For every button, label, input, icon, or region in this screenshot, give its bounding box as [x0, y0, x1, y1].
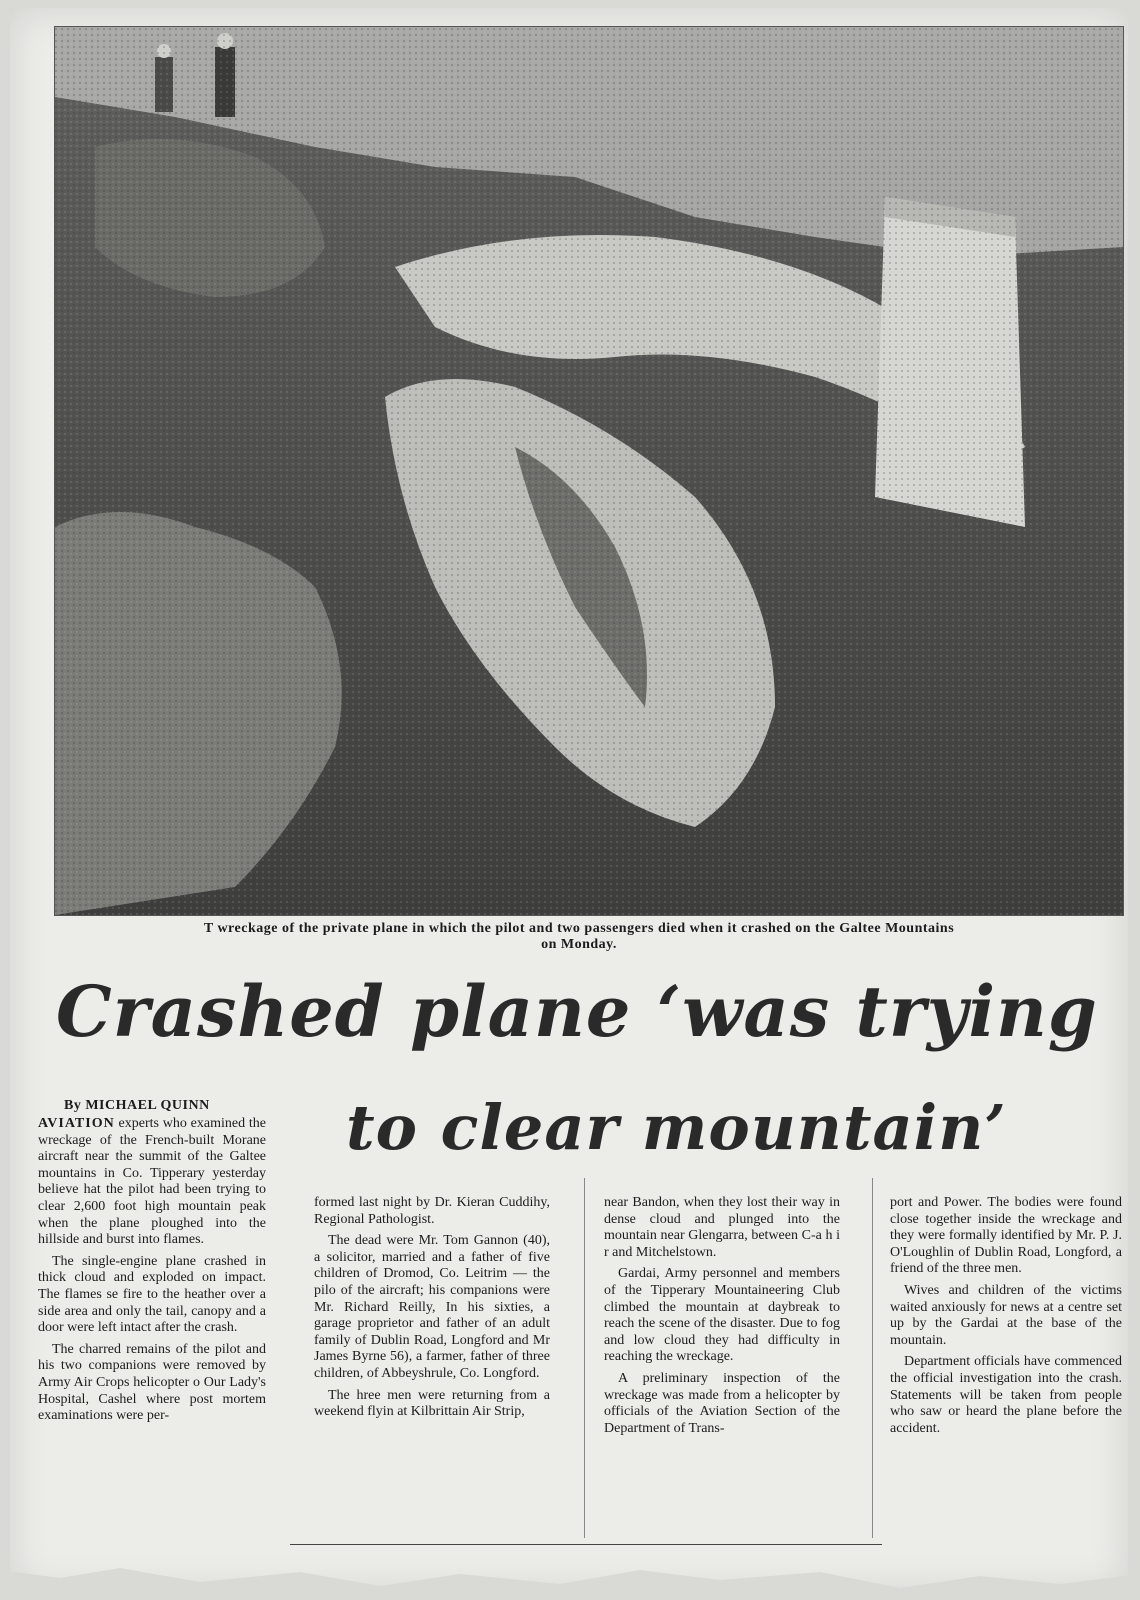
paragraph: near Bandon, when they lost their way in dense cloud and plunged into the mountain near Glengarra, between C-a h i r and Mitchelstown. [604, 1195, 840, 1260]
article-column-3 [604, 1195, 840, 1442]
paragraph: The hree men were returning from a weekend flyin at Kilbrittain Air Strip, [314, 1387, 550, 1420]
paragraph: The dead were Mr. Tom Gannon (40), a solicitor, married and a father of five children of Dromod, Co. Leitrim — the pilo of the aircraft; his companions were Mr. Richard Reilly, In his sixties, a garage proprietor and father of an adult family of Dublin Road, Longford and Mr James Byrne 56), a farmer, father of three children, of Abbeyshrule, Co. Longford. [314, 1233, 550, 1381]
paragraph: The single-engine plane crashed in thick cloud and exploded on impact. The flames se fire to the heather over a side area and only the tail, canopy and a door were left intact after the crash. [38, 1253, 266, 1336]
headline-line-1: Crashed plane ‘was trying [56, 970, 1098, 1053]
column-divider [584, 1178, 585, 1538]
paragraph: port and Power. The bodies were found close together inside the wreckage and they were formally identified by Mr. P. J. O'Loughlin of Dublin Road, Longford, a friend of the three men. [890, 1195, 1122, 1277]
paragraph: A preliminary inspection of the wreckage was made from a helicopter by officials of the Aviation Section of the Department of Trans- [604, 1370, 840, 1436]
paragraph: Wives and children of the victims waited anxiously for news at a centre set up by the Gardai at the base of the mountain. [890, 1282, 1122, 1348]
bottom-rule [290, 1544, 882, 1545]
photo-illustration [55, 27, 1123, 915]
lead-word: AVIATION [38, 1116, 115, 1131]
photo-caption [34, 921, 1124, 953]
byline: By MICHAEL QUINN [64, 1098, 210, 1113]
headline-line-2: to clear mountain’ [346, 1091, 1007, 1164]
newspaper-clipping [10, 8, 1128, 1592]
torn-edge [0, 1560, 1140, 1600]
crashed-plane-photo [54, 26, 1124, 916]
article-column-4 [890, 1195, 1122, 1442]
article-column-1 [38, 1116, 266, 1430]
article-column-2 [314, 1195, 550, 1426]
paragraph: Gardai, Army personnel and members of the Tipperary Mountaineering Club climbed the mountain at daybreak to reach the scene of the disaster. Due to fog and low cloud they had difficulty in reaching the wreckage. [604, 1266, 840, 1365]
caption-line-1: T wreckage of the private plane in which the pilot and two passengers died when it crashed on the Galtee Mountains [203, 921, 955, 936]
paragraph: Department officials have commenced the official investigation into the crash. Statements will be taken from people who saw or heard the plane before the accident. [890, 1354, 1122, 1436]
paragraph: formed last night by Dr. Kieran Cuddihy, Regional Pathologist. [314, 1195, 550, 1227]
paragraph: AVIATION experts who examined the wreckage of the French-built Morane aircraft near the summit of the Galtee mountains in Co. Tipperary yesterday believe hat the pilot had been trying to clear 2,600 foot high mountain peak when the plane ploughed into the hillside and burst into flames. [38, 1116, 266, 1248]
paragraph: The charred remains of the pilot and his two companions were removed by Army Air Crops helicopter o Our Lady's Hospital, Cashel where post mortem examinations were per- [38, 1341, 266, 1424]
caption-line-2: on Monday. [541, 937, 617, 952]
column-divider [872, 1178, 873, 1538]
